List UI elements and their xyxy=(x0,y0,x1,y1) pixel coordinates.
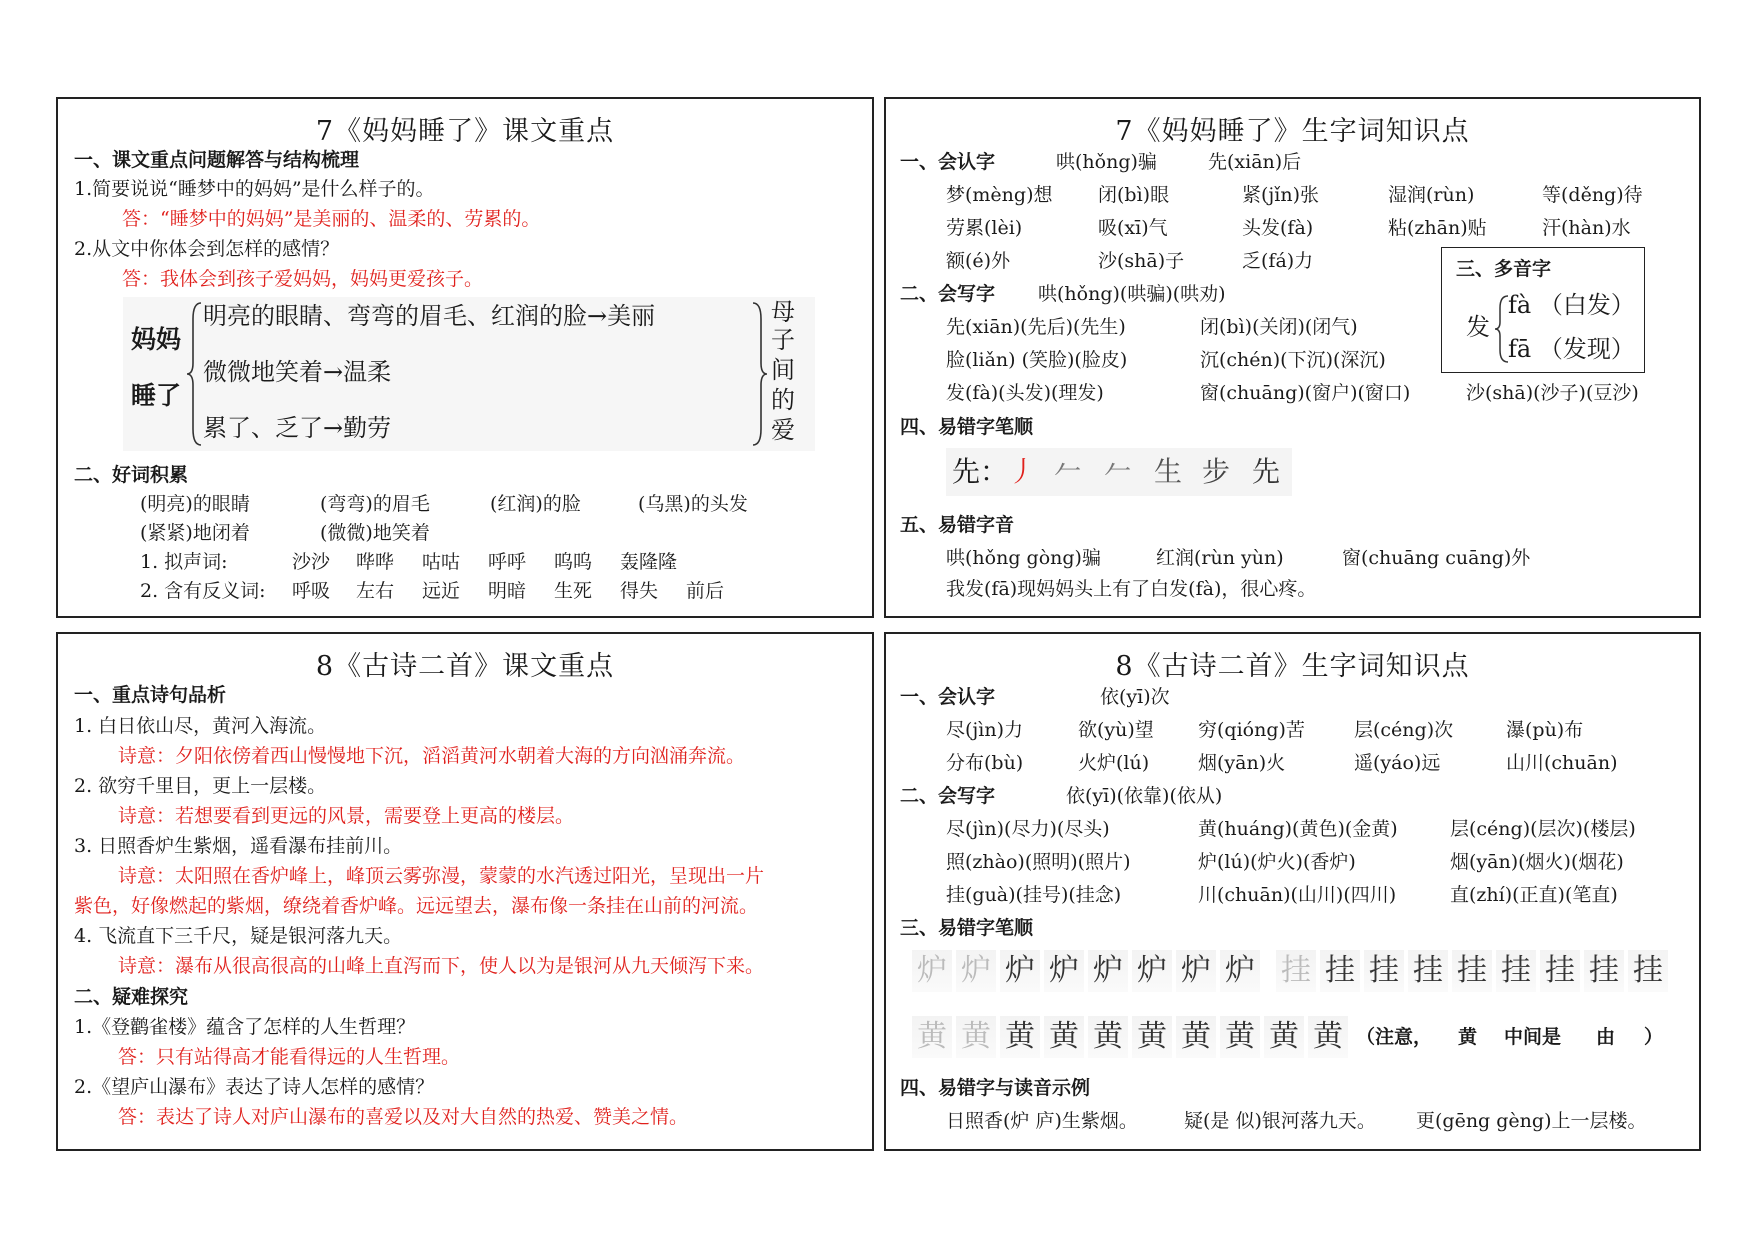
stroke-cell: 挂 xyxy=(1276,950,1316,992)
section-heading: 一、会认字 xyxy=(900,151,996,173)
diagram-right-char: 母 xyxy=(771,298,795,326)
stroke-cell: 黄 xyxy=(912,1016,952,1058)
poem-meaning: 紫色，好像燃起的紫烟，缭绕着香炉峰。远远望去，瀑布像一条挂在山前的河流。 xyxy=(74,895,759,917)
char-item: 瀑(pù)布 xyxy=(1506,719,1584,741)
answer: 答：“睡梦中的妈妈”是美丽的、温柔的、劳累的。 xyxy=(122,208,541,230)
word-phrase: (弯弯)的眉毛 xyxy=(320,493,430,515)
write-item: 闭(bì)(关闭)(闭气) xyxy=(1200,316,1358,338)
question: 1.《登鹳雀楼》蕴含了怎样的人生哲理？ xyxy=(74,1016,416,1038)
char-item: 梦(mèng)想 xyxy=(946,184,1053,206)
stroke-cell: 炉 xyxy=(956,950,996,992)
write-item: 哄(hǒng)(哄骗)(哄劝) xyxy=(1038,283,1226,305)
char-item: 穷(qióng)苦 xyxy=(1198,719,1305,741)
stroke-cell: 黄 xyxy=(956,1016,996,1058)
stroke-step: 生 xyxy=(1154,455,1183,488)
write-item: 川(chuān)(山川)(四川) xyxy=(1198,884,1397,906)
polyphone-heading: 三、多音字 xyxy=(1456,258,1552,280)
note-text: ） xyxy=(1644,1026,1664,1048)
left-brace xyxy=(185,299,205,449)
stroke-row-huang xyxy=(912,1016,1348,1058)
stroke-cell: 炉 xyxy=(1088,950,1128,992)
stroke-cell: 炉 xyxy=(1220,950,1260,992)
stroke-cell: 黄 xyxy=(1220,1016,1260,1058)
stroke-cell: 黄 xyxy=(1088,1016,1128,1058)
char-item: 烟(yān)火 xyxy=(1198,752,1286,774)
note-text: （注意， xyxy=(1356,1026,1433,1048)
stroke-cell: 炉 xyxy=(912,950,952,992)
pronunciation-sentence: 我发(fā)现妈妈头上有了白发(fà)，很心疼。 xyxy=(946,578,1317,600)
section-heading: 一、重点诗句品析 xyxy=(74,684,227,706)
diagram-right-char: 爱 xyxy=(771,416,795,444)
stroke-step: 先： xyxy=(952,455,1009,488)
write-item: 尽(jìn)(尽力)(尽头) xyxy=(946,818,1110,840)
pronunciation-item: 红润(rùn yùn) xyxy=(1156,547,1284,569)
error-example: 更(gēng gèng)上一层楼。 xyxy=(1416,1110,1647,1132)
write-item: 黄(huáng)(黄色)(金黄) xyxy=(1198,818,1398,840)
diagram-left-title: 睡了 xyxy=(131,381,182,410)
write-item: 烟(yān)(烟火)(烟花) xyxy=(1450,851,1624,873)
onomatopoeia-word: 沙沙 xyxy=(292,551,331,573)
antonym-word: 生死 xyxy=(554,580,593,602)
onomatopoeia-word: 咕咕 xyxy=(422,551,461,573)
panel-lesson8-characters xyxy=(884,632,1701,1151)
onomatopoeia-word: 哗哗 xyxy=(356,551,395,573)
section-heading: 四、易错字笔顺 xyxy=(900,416,1034,438)
section-heading: 一、课文重点问题解答与结构梳理 xyxy=(74,149,360,171)
section-heading: 二、会写字 xyxy=(900,785,996,807)
char-item: 火炉(lú) xyxy=(1078,752,1150,774)
stroke-cell: 挂 xyxy=(1364,950,1404,992)
char-item: 劳累(lèi) xyxy=(946,217,1023,239)
panel-lesson8-keypoints xyxy=(56,632,874,1151)
write-item: 脸(liǎn) (笑脸)(脸皮) xyxy=(946,349,1128,371)
poem-meaning: 诗意：若想要看到更远的风景，需要登上更高的楼层。 xyxy=(118,805,575,827)
pronunciation-item: 哄(hǒng gòng)骗 xyxy=(946,547,1101,569)
stroke-cell: 炉 xyxy=(1132,950,1172,992)
poem-meaning: 诗意：太阳照在香炉峰上，峰顶云雾弥漫，蒙蒙的水汽透过阳光，呈现出一片 xyxy=(118,865,765,887)
note-text: 中间是 xyxy=(1504,1026,1562,1048)
diagram-right-char: 间 xyxy=(771,356,795,384)
error-example: 疑(是 似)银河落九天。 xyxy=(1184,1110,1376,1132)
question: 2.从文中你体会到怎样的感情？ xyxy=(74,238,340,260)
diagram-row: 明亮的眼睛、弯弯的眉毛、红润的脸→美丽 xyxy=(203,302,656,330)
panel-title: 7《妈妈睡了》生字词知识点 xyxy=(1115,116,1470,147)
diagram-left-title: 妈妈 xyxy=(131,325,182,354)
write-item: 直(zhí)(正直)(笔直) xyxy=(1450,884,1618,906)
write-item: 沙(shā)(沙子)(豆沙) xyxy=(1466,382,1639,404)
onomatopoeia-word: 呜呜 xyxy=(554,551,593,573)
stroke-cell: 挂 xyxy=(1540,950,1580,992)
diagram-row: 微微地笑着→温柔 xyxy=(203,358,392,386)
panel-lesson7-characters xyxy=(884,97,1701,618)
write-item: 窗(chuāng)(窗户)(窗口) xyxy=(1200,382,1411,404)
write-item: 依(yī)(依靠)(依从) xyxy=(1066,785,1223,807)
char-item: 乏(fá)力 xyxy=(1242,250,1314,272)
char-item: 欲(yù)望 xyxy=(1078,719,1154,741)
stroke-step: 丿 xyxy=(1008,455,1037,488)
stroke-row-lu xyxy=(912,950,1260,992)
polyphone-reading: fā （发现） xyxy=(1508,335,1635,363)
word-phrase: (明亮)的眼睛 xyxy=(140,493,250,515)
poem-meaning: 诗意：夕阳依傍着西山慢慢地下沉，滔滔黄河水朝着大海的方向汹涌奔流。 xyxy=(118,745,746,767)
stroke-cell: 黄 xyxy=(1176,1016,1216,1058)
onomatopoeia-word: 轰隆隆 xyxy=(620,551,678,573)
char-item: 山川(chuān) xyxy=(1506,752,1618,774)
stroke-cell: 挂 xyxy=(1584,950,1624,992)
section-heading: 二、疑难探究 xyxy=(74,986,189,1008)
stroke-cell: 挂 xyxy=(1320,950,1360,992)
antonym-word: 明暗 xyxy=(488,580,527,602)
polyphone-char: 发 xyxy=(1466,313,1490,341)
poem-line: 4. 飞流直下三千尺，疑是银河落九天。 xyxy=(74,925,403,947)
char-item: 哄(hǒng)骗 xyxy=(1056,151,1157,173)
panel-title: 8《古诗二首》课文重点 xyxy=(315,651,615,682)
answer: 答：我体会到孩子爱妈妈，妈妈更爱孩子。 xyxy=(122,268,484,290)
char-item: 额(é)外 xyxy=(946,250,1011,272)
pronunciation-item: 窗(chuāng cuāng)外 xyxy=(1342,547,1531,569)
stroke-cell: 炉 xyxy=(1176,950,1216,992)
polyphone-box xyxy=(1441,247,1645,373)
onomatopoeia-label: 1. 拟声词: xyxy=(140,551,228,573)
antonym-label: 2. 含有反义词: xyxy=(140,580,266,602)
stroke-cell: 挂 xyxy=(1452,950,1492,992)
write-item: 照(zhào)(照明)(照片) xyxy=(946,851,1131,873)
stroke-cell: 黄 xyxy=(1000,1016,1040,1058)
char-item: 先(xiān)后 xyxy=(1208,151,1302,173)
structure-diagram xyxy=(123,297,815,451)
onomatopoeia-word: 呼呼 xyxy=(488,551,527,573)
stroke-row-gua xyxy=(1276,950,1668,992)
stroke-cell: 黄 xyxy=(1044,1016,1084,1058)
char-item: 紧(jǐn)张 xyxy=(1242,184,1320,206)
char-item: 遥(yáo)远 xyxy=(1354,752,1441,774)
question: 1.简要说说“睡梦中的妈妈”是什么样子的。 xyxy=(74,178,435,200)
char-item: 等(děng)待 xyxy=(1542,184,1643,206)
antonym-word: 得失 xyxy=(620,580,659,602)
poem-line: 3. 日照香炉生紫烟，遥看瀑布挂前川。 xyxy=(74,835,403,857)
stroke-step: 𠂉 xyxy=(1054,455,1083,488)
word-phrase: (紧紧)地闭着 xyxy=(140,522,250,544)
panel-title: 7《妈妈睡了》课文重点 xyxy=(315,116,615,147)
char-item: 汗(hàn)水 xyxy=(1542,217,1631,239)
stroke-order-strip xyxy=(946,448,1292,496)
answer: 答：只有站得高才能看得远的人生哲理。 xyxy=(118,1046,461,1068)
stroke-cell: 挂 xyxy=(1408,950,1448,992)
write-item: 沉(chén)(下沉)(深沉) xyxy=(1200,349,1386,371)
stroke-cell: 挂 xyxy=(1496,950,1536,992)
poem-line: 1. 白日依山尽，黄河入海流。 xyxy=(74,715,327,737)
note-text: 由 xyxy=(1596,1026,1616,1048)
antonym-word: 远近 xyxy=(422,580,461,602)
section-heading: 二、会写字 xyxy=(900,283,996,305)
section-heading: 一、会认字 xyxy=(900,686,996,708)
write-item: 炉(lú)(炉火)(香炉) xyxy=(1198,851,1356,873)
stroke-step: 先 xyxy=(1252,455,1281,488)
antonym-word: 左右 xyxy=(356,580,395,602)
antonym-word: 呼吸 xyxy=(292,580,331,602)
poem-meaning: 诗意：瀑布从很高很高的山峰上直泻而下，使人以为是银河从九天倾泻下来。 xyxy=(118,955,765,977)
stroke-step: 𠂉 xyxy=(1104,455,1133,488)
diagram-row: 累了、乏了→勤劳 xyxy=(203,414,392,442)
section-heading: 二、好词积累 xyxy=(74,464,189,486)
write-item: 层(céng)(层次)(楼层) xyxy=(1450,818,1636,840)
char-item: 湿润(rùn) xyxy=(1388,184,1475,206)
stroke-cell: 黄 xyxy=(1132,1016,1172,1058)
question: 2.《望庐山瀑布》表达了诗人怎样的感情？ xyxy=(74,1076,435,1098)
char-item: 分布(bù) xyxy=(946,752,1024,774)
panel-title: 8《古诗二首》生字词知识点 xyxy=(1115,651,1470,682)
section-heading: 五、易错字音 xyxy=(900,514,1015,536)
stroke-cell: 炉 xyxy=(1000,950,1040,992)
antonym-word: 前后 xyxy=(686,580,725,602)
char-item: 粘(zhān)贴 xyxy=(1388,217,1487,239)
section-heading: 四、易错字与读音示例 xyxy=(900,1077,1091,1099)
stroke-step: 步 xyxy=(1202,455,1231,488)
char-item: 沙(shā)子 xyxy=(1098,250,1185,272)
write-item: 先(xiān)(先后)(先生) xyxy=(946,316,1126,338)
char-item: 尽(jìn)力 xyxy=(946,719,1024,741)
diagram-right-char: 子 xyxy=(771,326,795,354)
diagram-right-char: 的 xyxy=(771,386,795,414)
word-phrase: (红润)的脸 xyxy=(490,493,581,515)
stroke-cell: 炉 xyxy=(1044,950,1084,992)
panel-lesson7-keypoints xyxy=(56,97,874,618)
answer: 答：表达了诗人对庐山瀑布的喜爱以及对大自然的热爱、赞美之情。 xyxy=(118,1106,689,1128)
error-example: 日照香(炉 庐)生紫烟。 xyxy=(946,1110,1138,1132)
write-item: 发(fà)(头发)(理发) xyxy=(946,382,1104,404)
char-item: 头发(fà) xyxy=(1242,217,1314,239)
section-heading: 三、易错字笔顺 xyxy=(900,917,1034,939)
char-item: 吸(xī)气 xyxy=(1098,217,1168,239)
write-item: 挂(guà)(挂号)(挂念) xyxy=(946,884,1122,906)
char-item: 依(yī)次 xyxy=(1100,686,1170,708)
right-brace xyxy=(749,299,769,449)
polyphone-reading: fà （白发） xyxy=(1508,291,1635,319)
char-item: 层(céng)次 xyxy=(1354,719,1454,741)
stroke-cell: 黄 xyxy=(1264,1016,1304,1058)
stroke-cell: 挂 xyxy=(1628,950,1668,992)
poem-line: 2. 欲穷千里目，更上一层楼。 xyxy=(74,775,327,797)
word-phrase: (乌黑)的头发 xyxy=(638,493,748,515)
char-item: 闭(bì)眼 xyxy=(1098,184,1170,206)
word-phrase: (微微)地笑着 xyxy=(320,522,430,544)
stroke-cell: 黄 xyxy=(1308,1016,1348,1058)
note-text: 黄 xyxy=(1458,1026,1478,1048)
